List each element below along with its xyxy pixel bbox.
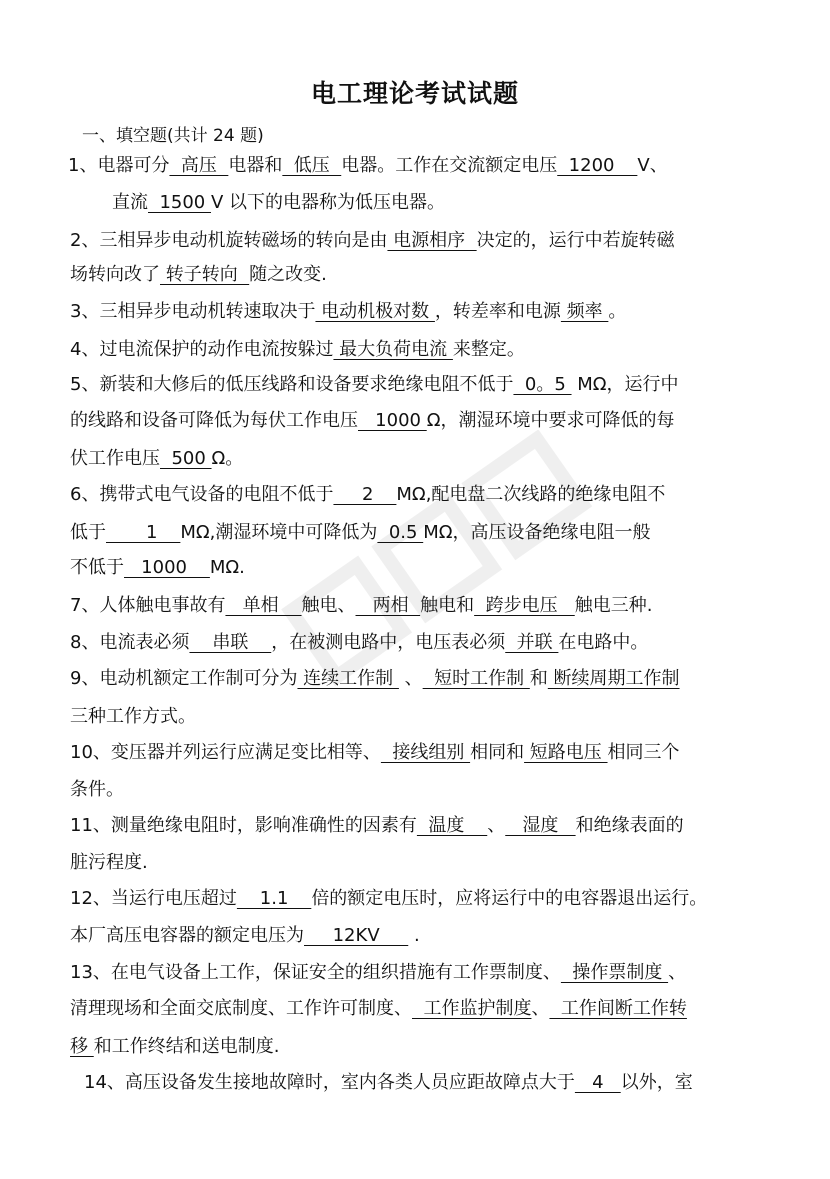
question-line: [70, 778, 124, 802]
answer-blank: 0.5: [377, 522, 424, 543]
question-line: [70, 705, 196, 729]
question-text: 随之改变.: [249, 264, 327, 285]
answer-blank: 0。5: [513, 374, 572, 395]
question-text: 和绝缘表面的: [575, 815, 684, 836]
question-text: 12、当运行电压超过: [70, 888, 237, 909]
page-title: 电工理论考试试题: [310, 79, 519, 108]
section-heading: 一、填空题(共计 24 题): [82, 126, 264, 146]
question-text: 13、在电气设备上工作，保证安全的组织措施有工作票制度、: [70, 962, 561, 983]
question-text: 触电和: [420, 595, 475, 616]
question-text: 14、高压设备发生接地故障时，室内各类人员应距故障点大于: [84, 1072, 575, 1093]
question-text: 3、三相异步电动机转速取决于: [70, 301, 316, 322]
question-line: [70, 1035, 279, 1059]
question-text: 场转向改了: [70, 264, 160, 285]
question-text: 不低于: [70, 557, 124, 578]
question-text: 1、电器可分: [68, 155, 170, 176]
question-text: 触电三种.: [574, 595, 653, 616]
question-text: ，转差率和电源: [434, 301, 561, 322]
question-text: .: [408, 925, 420, 946]
question-text: 以外，室: [620, 1072, 693, 1093]
question-text: 、: [487, 815, 506, 836]
answer-blank: 短时工作制: [422, 668, 530, 689]
question-text: 。: [608, 301, 627, 322]
question-text: 、: [398, 668, 423, 689]
question-text: 相同三个: [607, 742, 680, 763]
question-text: 6、携带式电气设备的电阻不低于: [70, 484, 334, 505]
question-text: 电器。工作在交流额定电压: [341, 155, 558, 176]
question-text: 7、人体触电事故有: [70, 595, 226, 616]
question-text: 脏污程度.: [70, 852, 148, 873]
question-text: 触电、: [301, 595, 356, 616]
question-line: [68, 154, 668, 178]
answer-blank: 两相: [355, 595, 421, 616]
question-text: 低于: [70, 522, 106, 543]
answer-blank: 频率: [560, 301, 609, 322]
answer-blank: 连续工作制: [297, 668, 399, 689]
question-line: [70, 447, 243, 471]
answer-blank: 接线组别: [380, 742, 471, 763]
question-text: 4、过电流保护的动作电流按躲过: [70, 339, 334, 360]
answer-blank: 短路电压: [524, 742, 608, 763]
question-text: 清理现场和全面交底制度、工作许可制度、: [70, 998, 412, 1019]
answer-blank: 1: [106, 522, 181, 543]
question-text: 三种工作方式。: [70, 706, 196, 727]
question-text: 、: [668, 962, 687, 983]
question-text: Ω，潮湿环境中要求可降低的每: [426, 410, 675, 431]
question-text: 10、变压器并列运行应满足变比相等、: [70, 742, 381, 763]
answer-blank: 2: [333, 484, 397, 505]
question-line: [70, 814, 684, 838]
question-line: [112, 191, 445, 215]
answer-blank: 温度: [416, 815, 488, 836]
answer-blank: 单相: [225, 595, 302, 616]
question-line: [70, 483, 665, 507]
question-line: [70, 741, 680, 765]
question-line: [70, 521, 651, 545]
question-text: 2、三相异步电动机旋转磁场的转向是由: [70, 230, 388, 251]
question-text: ，在被测电路中，电压表必须: [271, 632, 506, 653]
question-text: 、: [531, 998, 550, 1019]
question-text: 11、测量绝缘电阻时，影响准确性的因素有: [70, 815, 417, 836]
question-text: 来整定。: [452, 339, 525, 360]
question-line: [70, 924, 420, 948]
question-line: [70, 229, 675, 253]
question-text: MΩ，运行中: [571, 374, 679, 395]
answer-blank: 电源相序: [387, 230, 477, 251]
question-text: MΩ.: [209, 557, 245, 578]
answer-blank: 1500: [148, 192, 211, 213]
question-text: 和: [529, 668, 548, 689]
question-line: [70, 997, 687, 1021]
question-line: [70, 263, 327, 287]
answer-blank: 1000: [124, 557, 210, 578]
question-text: Ω。: [211, 448, 244, 469]
answer-blank: 4: [574, 1072, 621, 1093]
answer-blank: 断续周期工作制: [547, 668, 680, 689]
question-text: 伏工作电压: [70, 448, 160, 469]
answer-blank: 12KV: [304, 925, 409, 946]
question-line: [70, 373, 679, 397]
question-text: 电器和: [228, 155, 283, 176]
answer-blank: 转子转向: [160, 264, 250, 285]
question-text: 8、电流表必须: [70, 632, 190, 653]
question-text: 本厂高压电容器的额定电压为: [70, 925, 304, 946]
question-line: [70, 338, 525, 362]
question-line: [70, 961, 686, 985]
question-text: 和工作终结和送电制度.: [93, 1036, 280, 1057]
answer-blank: 湿度: [505, 815, 576, 836]
question-text: V、: [637, 155, 668, 176]
answer-blank: 1200: [557, 155, 638, 176]
answer-blank: 工作间断工作转: [549, 998, 687, 1019]
question-text: MΩ,潮湿环境中可降低为: [180, 522, 378, 543]
question-line: [84, 1071, 693, 1095]
question-text: 决定的，运行中若旋转磁: [476, 230, 675, 251]
question-text: 的线路和设备可降低为每伏工作电压: [70, 410, 358, 431]
answer-blank: 1000: [358, 410, 427, 431]
question-line: [70, 594, 652, 618]
question-text: 9、电动机额定工作制可分为: [70, 668, 298, 689]
question-text: 条件。: [70, 779, 124, 800]
question-text: MΩ,配电盘二次线路的绝缘电阻不: [396, 484, 666, 505]
question-text: V 以下的电器称为低压电器。: [210, 192, 446, 213]
question-line: [70, 667, 680, 691]
question-line: [70, 851, 148, 875]
question-text: 5、新装和大修后的低压线路和设备要求绝缘电阻不低于: [70, 374, 514, 395]
question-line: [70, 556, 245, 580]
question-text: MΩ，高压设备绝缘电阻一般: [423, 522, 651, 543]
question-line: [70, 887, 707, 911]
question-line: [70, 631, 648, 655]
answer-blank: 串联: [189, 632, 272, 653]
answer-blank: 500: [160, 448, 212, 469]
question-line: [70, 409, 674, 433]
question-text: 倍的额定电压时，应将运行中的电容器退出运行。: [311, 888, 708, 909]
answer-blank: 并联: [505, 632, 559, 653]
question-text: 直流: [112, 192, 148, 213]
answer-blank: 高压: [169, 155, 229, 176]
question-text: 相同和: [470, 742, 525, 763]
answer-blank: 最大负荷电流: [333, 339, 453, 360]
answer-blank: 操作票制度: [560, 962, 669, 983]
answer-blank: 跨步电压: [474, 595, 575, 616]
question-line: [70, 300, 626, 324]
answer-blank: 1.1: [236, 888, 312, 909]
answer-blank: 工作监护制度: [412, 998, 532, 1019]
answer-blank: 低压: [282, 155, 342, 176]
question-text: 在电路中。: [558, 632, 649, 653]
answer-blank: 电动机极对数: [315, 301, 435, 322]
answer-blank: 移: [70, 1036, 94, 1057]
